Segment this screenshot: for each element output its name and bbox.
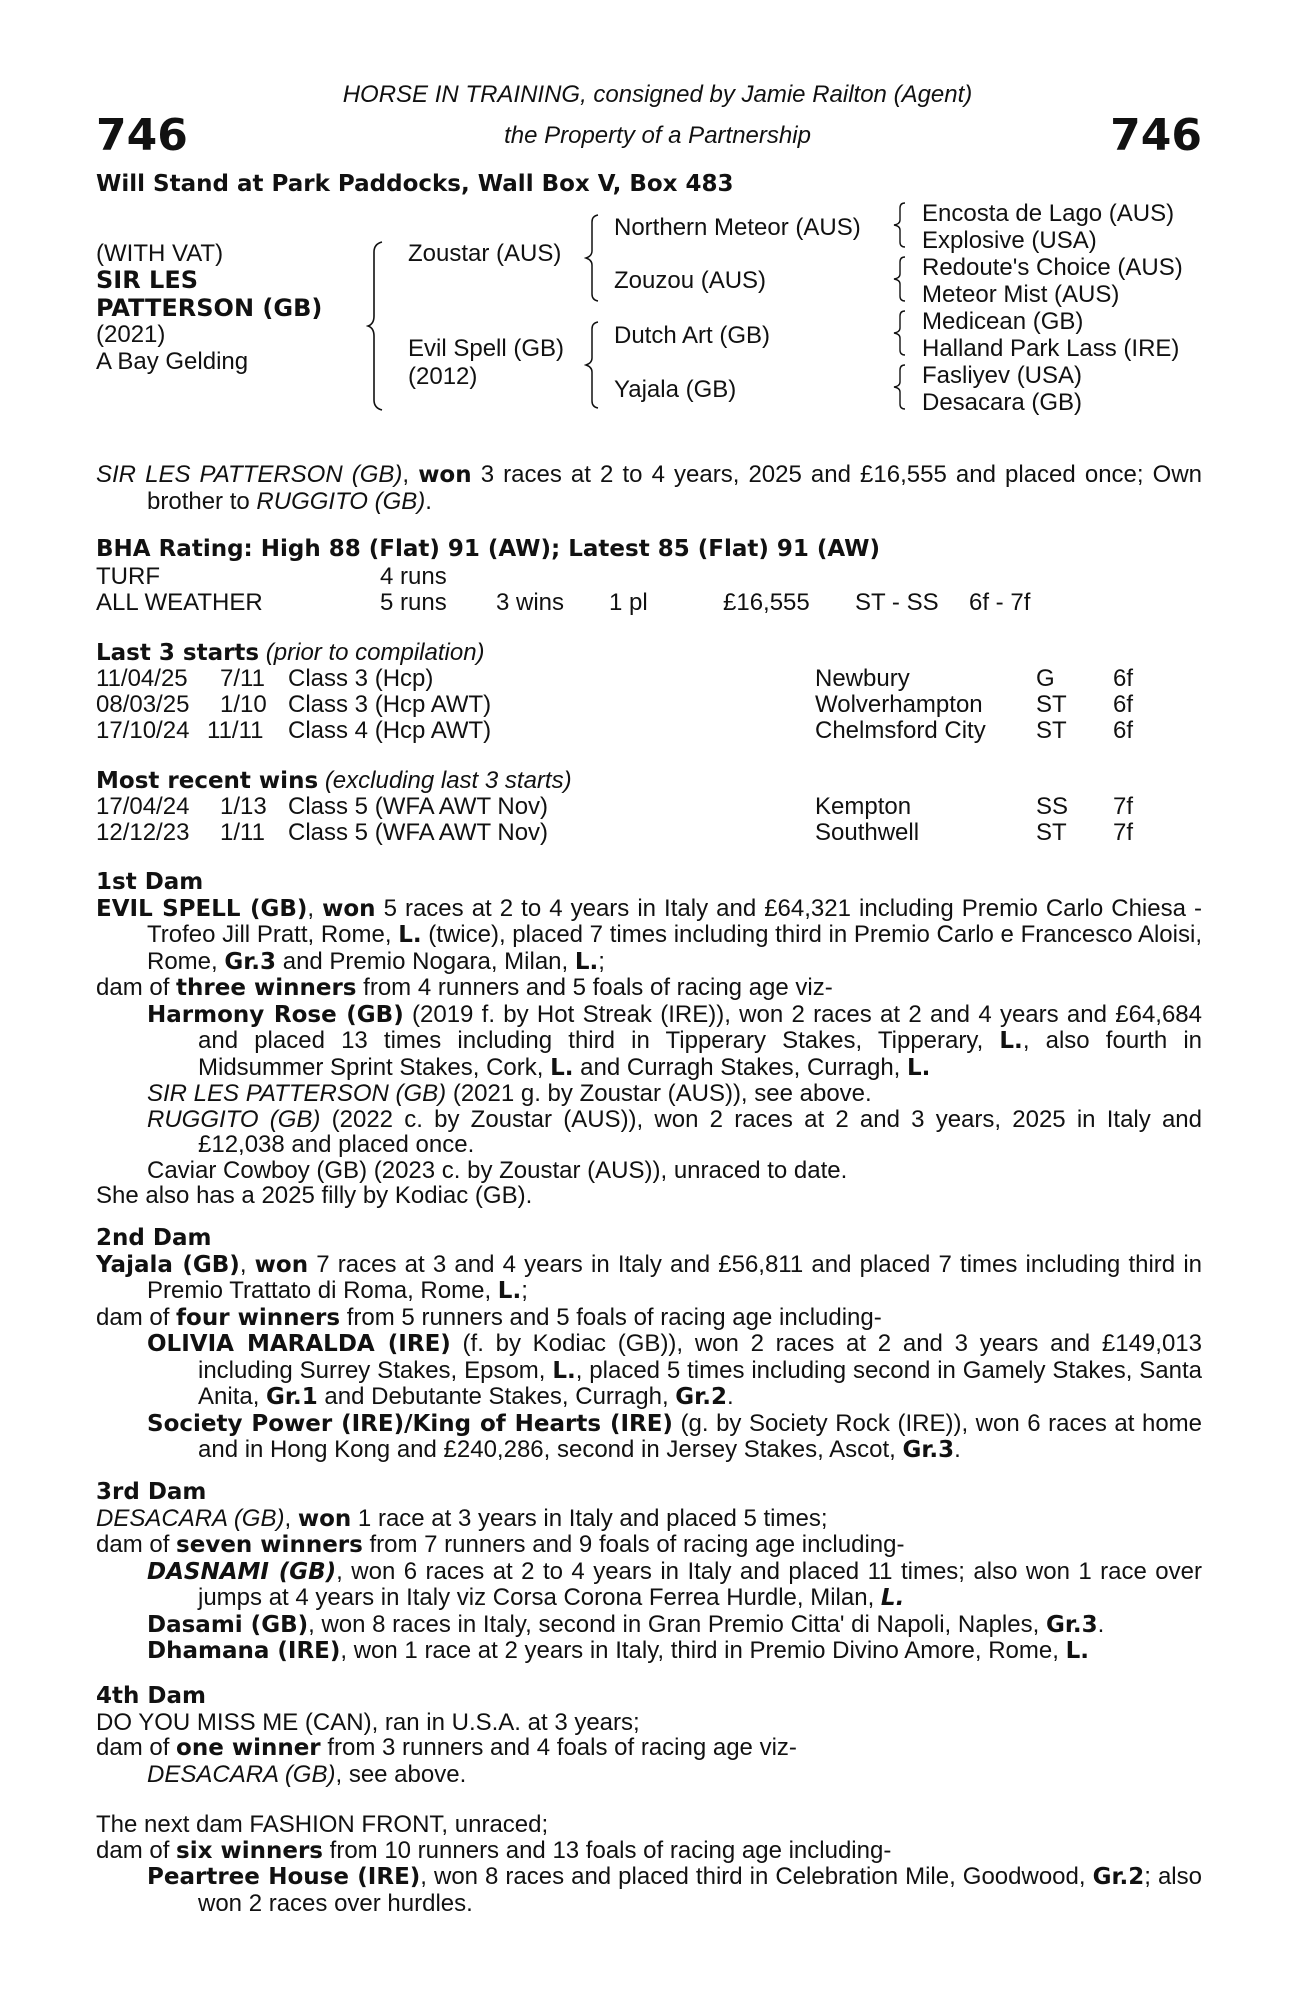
bha-rating: BHA Rating: High 88 (Flat) 91 (AW); Latest 85 (Flat) 91 (AW) <box>96 536 881 562</box>
pedigree-brace-sire <box>584 213 606 303</box>
dam-of-prefix: dam of <box>96 1303 177 1331</box>
sire: Zoustar (AUS) <box>408 240 562 267</box>
next-dam-section <box>96 1812 1202 1916</box>
progeny-text: , won 8 races in Italy, second in Gran Premio Citta' di Napoli, Naples, <box>308 1610 1046 1638</box>
table-cell-pos: 1/13 <box>220 793 267 820</box>
gg-8: Desacara (GB) <box>922 389 1083 416</box>
progeny-text: and Curragh Stakes, Curragh, <box>573 1053 908 1081</box>
consignor-line: HORSE IN TRAINING, consigned by Jamie Railton (Agent) <box>342 81 973 108</box>
table-cell-dist: 6f <box>1113 691 1134 718</box>
summary-brother: RUGGITO (GB) <box>256 487 426 515</box>
rating-placed: 1 pl <box>609 589 648 616</box>
table-cell-pos: 1/11 <box>220 819 265 846</box>
gg-7: Fasliyev (USA) <box>922 362 1083 389</box>
winners-count: seven winners <box>176 1532 363 1558</box>
summary-text: 3 races at 2 to 4 years, 2025 and £16,555 and placed once; <box>471 461 1144 488</box>
progeny-text: , won 1 race at 2 years in Italy, third in Premio Divino Amore, Rome, <box>340 1637 1066 1664</box>
progeny-text: . <box>954 1436 961 1463</box>
table-cell-course: Chelmsford City <box>815 717 986 744</box>
summary-brother-prefix: Own brother to <box>147 461 1203 515</box>
horse-name-line1: SIR LES <box>96 266 199 294</box>
table-cell-class: Class 5 (WFA AWT Nov) <box>288 793 549 820</box>
won-label: won <box>322 895 376 922</box>
rating-surface: ALL WEATHER <box>96 589 263 616</box>
brace-g3 <box>892 309 912 357</box>
recent-note: (excluding last 3 starts) <box>324 767 572 794</box>
section-title: 2nd Dam <box>96 1225 212 1251</box>
gg-2: Explosive (USA) <box>922 227 1097 254</box>
progeny-name: Society Power (IRE)/King of Hearts (IRE) <box>147 1410 673 1437</box>
table-cell-class: Class 5 (WFA AWT Nov) <box>288 819 549 846</box>
dam-text: 7 races at 3 and 4 years in Italy and £56,811 and placed 7 times including third in Premio Trattato di Roma, Rome, <box>147 1250 1203 1304</box>
progeny-name: DASNAMI (GB) <box>147 1558 337 1585</box>
progeny-text: (2022 c. by Zoustar (AUS)), won 2 races at 2 and 3 years, 2025 in Italy and £12,038 and placed once. <box>198 1105 1202 1158</box>
progeny-text: Caviar Cowboy (GB) (2023 c. by Zoustar (AUS)), unraced to date. <box>147 1156 848 1184</box>
rating-wins: 3 wins <box>496 589 565 616</box>
progeny-name: Dhamana (IRE) <box>147 1638 341 1664</box>
dam-text: The next dam FASHION FRONT, unraced; <box>96 1811 549 1838</box>
gg-1: Encosta de Lago (AUS) <box>922 200 1175 227</box>
table-cell-class: Class 3 (Hcp AWT) <box>288 691 492 718</box>
table-cell-pos: 11/11 <box>207 717 264 744</box>
dam-of-prefix: dam of <box>96 1836 177 1864</box>
horse-year: (2021) <box>96 321 166 348</box>
progeny-name: RUGGITO (GB) <box>147 1105 321 1133</box>
summary-won: won <box>418 462 472 488</box>
progeny-name: OLIVIA MARALDA (IRE) <box>147 1331 451 1357</box>
progeny-text: (2019 f. by Hot Streak (IRE)), won 2 races at 2 and 4 years and £64,684 and placed 13 times including third in Tipperary Stakes, Tipperary, <box>198 1000 1202 1054</box>
table-cell-going: ST <box>1036 691 1067 718</box>
group-label: Gr.3 <box>1045 1611 1098 1638</box>
rating-distance: 6f - 7f <box>969 589 1031 616</box>
sire-sire: Northern Meteor (AUS) <box>614 214 861 241</box>
table-cell-pos: 1/10 <box>220 691 267 718</box>
table-cell-going: ST <box>1036 819 1067 846</box>
dam-text: DO YOU MISS ME (CAN), ran in U.S.A. at 3 years; <box>96 1708 640 1736</box>
last3-heading <box>96 640 485 667</box>
listed-label: L. <box>1065 1638 1089 1664</box>
brace-g4 <box>892 363 912 411</box>
gg-3: Redoute's Choice (AUS) <box>922 254 1183 281</box>
table-cell-date: 11/04/25 <box>96 665 188 692</box>
dam: Evil Spell (GB) <box>408 335 565 362</box>
recent-title: Most recent wins <box>96 768 319 794</box>
table-cell-going: G <box>1036 665 1055 692</box>
dam-name: Yajala (GB) <box>96 1251 240 1278</box>
dam-of-suffix: from 7 runners and 9 foals of racing age including- <box>362 1531 905 1558</box>
dam-of-prefix: dam of <box>96 974 177 1001</box>
progeny-name: Peartree House (IRE) <box>147 1864 421 1890</box>
winners-count: six winners <box>176 1837 323 1864</box>
listed-label: L. <box>550 1054 574 1081</box>
dam-text: ; <box>598 947 605 975</box>
winners-count: three winners <box>176 975 357 1001</box>
won-label: won <box>297 1505 352 1532</box>
progeny-text: , placed 5 times including second in Gamely Stakes, Santa Anita, <box>198 1356 1202 1410</box>
summary-horse-name: SIR LES PATTERSON (GB) <box>96 461 403 488</box>
table-cell-class: Class 3 (Hcp) <box>288 665 434 692</box>
table-cell-date: 08/03/25 <box>96 691 190 718</box>
progeny-text: , also fourth in Midsummer Sprint Stakes, Cork, <box>198 1027 1203 1081</box>
table-cell-dist: 6f <box>1113 717 1134 744</box>
table-cell-course: Kempton <box>815 793 912 820</box>
rating-prize: £16,555 <box>723 589 810 616</box>
rating-runs: 4 runs <box>380 563 447 590</box>
lot-number-left: 746 <box>96 110 188 161</box>
section-title: 1st Dam <box>96 869 204 895</box>
summary-end: . <box>425 487 432 515</box>
also-note: She also has a 2025 filly by Kodiac (GB). <box>96 1182 533 1209</box>
progeny-text: . <box>726 1383 734 1410</box>
table-cell-course: Newbury <box>815 665 910 692</box>
group-label: Gr.2 <box>1092 1864 1145 1890</box>
brace-g2 <box>892 255 912 303</box>
listed-label: L. <box>574 948 599 975</box>
table-cell-going: SS <box>1036 793 1069 820</box>
table-cell-date: 17/10/24 <box>96 717 190 744</box>
listed-label: L. <box>880 1585 905 1611</box>
listed-label: L. <box>999 1028 1023 1054</box>
dam-of-suffix: from 3 runners and 4 foals of racing age viz- <box>320 1734 797 1761</box>
fourth-dam-section <box>96 1684 1202 1787</box>
pedigree-brace-1 <box>366 240 390 412</box>
won-label: won <box>254 1251 309 1278</box>
gg-6: Halland Park Lass (IRE) <box>922 335 1180 362</box>
horse-name-line2: PATTERSON (GB) <box>96 294 323 322</box>
section-title: 3rd Dam <box>96 1479 207 1505</box>
stand-location: Will Stand at Park Paddocks, Wall Box V, Box 483 <box>96 171 734 197</box>
progeny-text: ; also won 2 races over hurdles. <box>198 1863 1202 1917</box>
brace-g1 <box>892 201 912 249</box>
second-dam-section: 2nd Dam Yajala (GB), won 7 races at 3 and 4 years in Italy and £56,811 and placed 7 times including third in Premio Trattato di Roma, Rome, L.; dam of four winners from 5 runners and 5 foals of racing age including- OLIVIA MARALDA (IRE) (f. by Kodiac (GB)), won 2 races at 2 and 3 years and £149,013 including Surrey Stakes, Epsom, L., placed 5 times including second in Gamely Stakes, Santa Anita, Gr.1 and Debutante Stakes, Curragh, Gr.2. Society Power (IRE)/King of Hearts (IRE) (g. by Society Rock (IRE)), won 6 races at home and in Hong Kong and £240,286, second in Jersey Stakes, Ascot, Gr.3. <box>96 1225 1203 1463</box>
table-cell-class: Class 4 (Hcp AWT) <box>288 717 492 744</box>
progeny-name: DESACARA (GB) <box>147 1760 336 1788</box>
gg-5: Medicean (GB) <box>922 308 1084 335</box>
progeny-text: . <box>1097 1610 1105 1638</box>
dam-text: and Premio Nogara, Milan, <box>276 947 575 975</box>
pedigree-brace-dam <box>584 320 606 410</box>
progeny-text: (g. by Society Rock (IRE)), won 6 races at home and in Hong Kong and £240,286, second in Jersey Stakes, Ascot, <box>198 1409 1203 1463</box>
rating-runs: 5 runs <box>380 589 447 616</box>
dam-of-suffix: from 4 runners and 5 foals of racing age viz- <box>356 974 833 1001</box>
dam-year: (2012) <box>408 363 478 390</box>
first-dam-section: 1st Dam EVIL SPELL (GB), won 5 races at 2 to 4 years in Italy and £64,321 including Premio Carlo Chiesa - Trofeo Jill Pratt, Rome, L. (twice), placed 7 times including third in Premio Carlo e Francesco Aloisi, Rome, Gr.3 and Premio Nogara, Milan, L.; dam of three winners from 4 runners and 5 foals of racing age viz- Harmony Rose (GB) (2019 f. by Hot Streak (IRE)), won 2 races at 2 and 4 years and £64,684 and placed 13 times including third in Tipperary Stakes, Tipperary, L., also fourth in Midsummer Sprint Stakes, Cork, L. and Curragh Stakes, Curragh, L. SIR LES PATTERSON (GB) (2021 g. by Zoustar (AUS)), see above. RUGGITO (GB) (2022 c. by Zoustar (AUS)), won 2 races at 2 and 3 years, 2025 in Italy and £12,038 and placed once. Caviar Cowboy (GB) (2023 c. by Zoustar (AUS)), unraced to date. She also has a 2025 filly by Kodiac (GB). <box>96 869 1203 1209</box>
dam-text: (twice), placed 7 times including third in Premio Carlo e Francesco Aloisi, Rome, <box>147 921 1202 975</box>
progeny-name: Dasami (GB) <box>147 1611 309 1638</box>
dam-dam: Yajala (GB) <box>614 376 737 403</box>
lot-number-right: 746 <box>1110 110 1202 161</box>
dam-of-prefix: dam of <box>96 1734 177 1761</box>
section-title: 4th Dam <box>96 1683 206 1709</box>
table-cell-date: 12/12/23 <box>96 819 190 846</box>
listed-label: L. <box>497 1278 522 1304</box>
table-cell-course: Wolverhampton <box>815 691 983 718</box>
table-cell-course: Southwell <box>815 819 920 846</box>
progeny-text: (2021 g. by Zoustar (AUS)), see above. <box>446 1080 872 1107</box>
rating-going: ST - SS <box>855 589 939 616</box>
progeny-text: (f. by Kodiac (GB)), won 2 races at 2 and 3 years and £149,013 including Surrey Stakes, Epsom, <box>198 1330 1202 1384</box>
recent-heading <box>96 768 572 795</box>
last3-title: Last 3 starts <box>96 640 260 666</box>
dam-text: 5 races at 2 to 4 years in Italy and £64,321 including Premio Carlo Chiesa - Trofeo Jill Pratt, Rome, <box>147 894 1202 948</box>
table-cell-dist: 7f <box>1113 819 1134 846</box>
dam-text: 1 race at 3 years in Italy and placed 5 times; <box>351 1504 828 1532</box>
vat-note: (WITH VAT) <box>96 240 224 267</box>
dam-of-suffix: from 10 runners and 13 foals of racing age including- <box>322 1836 892 1864</box>
listed-label: L. <box>907 1054 931 1081</box>
progeny-text: , won 8 races and placed third in Celebration Mile, Goodwood, <box>420 1863 1093 1890</box>
winners-count: one winner <box>176 1735 321 1761</box>
progeny-text: , see above. <box>335 1760 467 1788</box>
table-cell-dist: 7f <box>1113 793 1134 820</box>
progeny-text: , won 6 races at 2 to 4 years in Italy and placed 11 times; also won 1 race over jumps at 4 years in Italy viz Corsa Corona Ferrea Hurdle, Milan, <box>198 1557 1202 1611</box>
group-label: Gr.1 <box>266 1384 318 1410</box>
dam-of-prefix: dam of <box>96 1531 177 1558</box>
table-cell-dist: 6f <box>1113 665 1134 692</box>
group-label: Gr.3 <box>224 948 277 975</box>
progeny-text: and Debutante Stakes, Curragh, <box>317 1383 676 1410</box>
dam-name: EVIL SPELL (GB) <box>96 895 308 922</box>
table-cell-date: 17/04/24 <box>96 793 190 820</box>
group-label: Gr.3 <box>902 1437 955 1463</box>
listed-label: L. <box>398 922 422 948</box>
dam-sire: Dutch Art (GB) <box>614 322 771 349</box>
horse-description: A Bay Gelding <box>96 348 249 375</box>
dam-of-suffix: from 5 runners and 5 foals of racing age including- <box>340 1303 882 1331</box>
sire-dam: Zouzou (AUS) <box>614 267 767 294</box>
table-cell-going: ST <box>1036 717 1067 744</box>
race-summary: SIR LES PATTERSON (GB), won 3 races at 2 to 4 years, 2025 and £16,555 and placed once; Own brother to RUGGITO (GB). <box>96 461 1203 515</box>
last3-note: (prior to compilation) <box>265 639 485 666</box>
table-cell-pos: 7/11 <box>220 665 265 692</box>
gg-4: Meteor Mist (AUS) <box>922 281 1120 308</box>
third-dam-section: 3rd Dam DESACARA (GB), won 1 race at 3 years in Italy and placed 5 times; dam of seven winners from 7 runners and 9 foals of racing age including- DASNAMI (GB), won 6 races at 2 to 4 years in Italy and placed 11 times; also won 1 race over jumps at 4 years in Italy viz Corsa Corona Ferrea Hurdle, Milan, L. Dasami (GB), won 8 races in Italy, second in Gran Premio Citta' di Napoli, Naples, Gr.3. Dhamana (IRE), won 1 race at 2 years in Italy, third in Premio Divino Amore, Rome, L. <box>96 1479 1202 1664</box>
progeny-name: SIR LES PATTERSON (GB) <box>147 1080 447 1107</box>
dam-text: ; <box>521 1277 528 1304</box>
winners-count: four winners <box>176 1304 341 1331</box>
property-line: the Property of a Partnership <box>504 122 811 149</box>
dam-name: DESACARA (GB) <box>96 1504 285 1532</box>
listed-label: L. <box>552 1357 576 1384</box>
progeny-name: Harmony Rose (GB) <box>147 1001 404 1028</box>
rating-surface: TURF <box>96 563 160 590</box>
group-label: Gr.2 <box>675 1384 727 1410</box>
